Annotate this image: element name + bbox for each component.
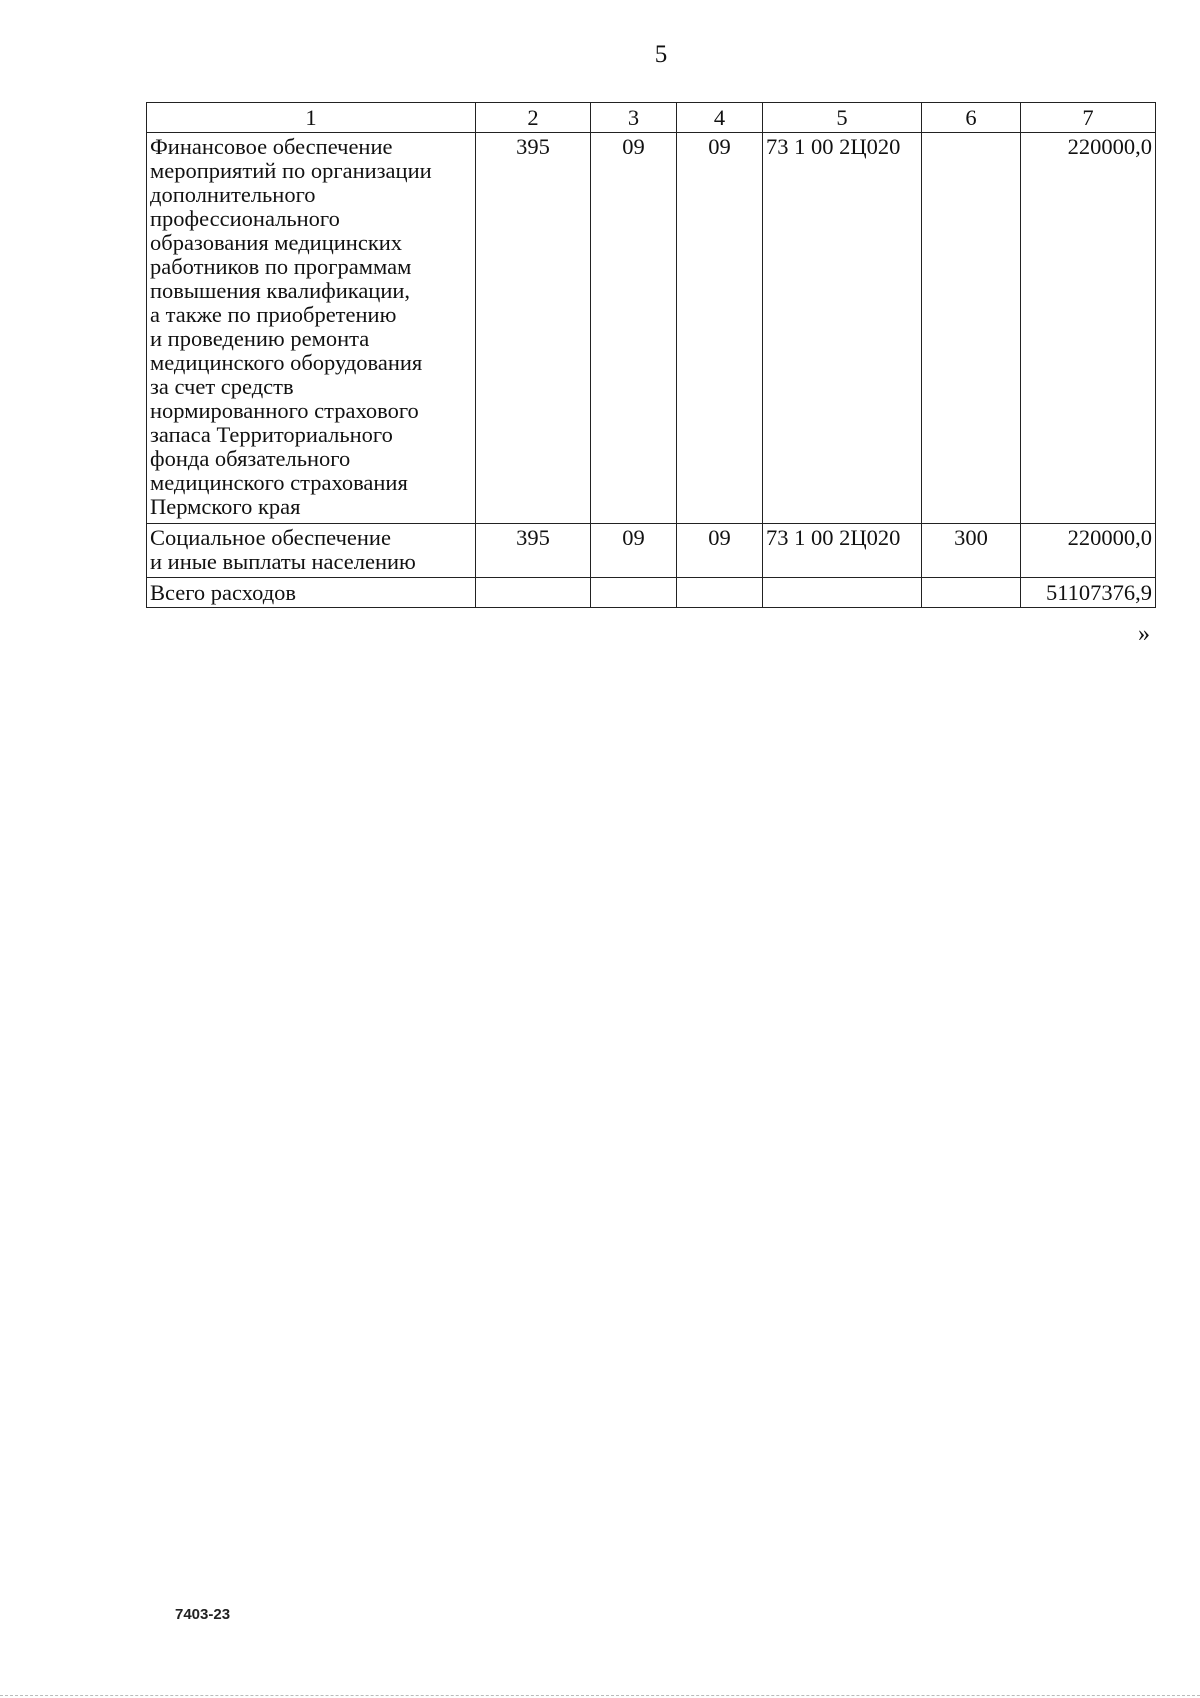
name-line: и иные выплаты населению (150, 549, 416, 574)
empty-cell (922, 578, 1021, 608)
table-header-row (147, 103, 1156, 133)
target-article-cell: 73 1 00 2Ц020 (763, 133, 922, 524)
header-col-5: 5 (763, 103, 922, 133)
table-row (147, 524, 1156, 578)
name-line: за счет средств (150, 374, 294, 399)
name-line: Финансовое обеспечение (150, 134, 393, 159)
scan-edge-line (0, 1695, 1200, 1696)
empty-cell (763, 578, 922, 608)
expense-type-cell: 300 (922, 524, 1021, 578)
amount-cell: 220000,0 (1021, 133, 1156, 524)
header-col-4: 4 (677, 103, 763, 133)
table-row (147, 133, 1156, 524)
name-line: запаса Территориального (150, 422, 393, 447)
empty-cell (591, 578, 677, 608)
target-article-cell: 73 1 00 2Ц020 (763, 524, 922, 578)
admin-code-cell: 395 (476, 133, 591, 524)
name-line: повышения квалификации, (150, 278, 411, 303)
total-amount: 51107376,9 (1021, 578, 1156, 608)
document-code: 7403-23 (175, 1606, 231, 1623)
header-col-7: 7 (1021, 103, 1156, 133)
name-line: Пермского края (150, 494, 301, 519)
row-name-cell (147, 524, 476, 578)
header-col-2: 2 (476, 103, 591, 133)
name-line: медицинского страхования (150, 470, 408, 495)
row-name-cell (147, 133, 476, 524)
name-line: нормированного страхового (150, 398, 419, 423)
name-line: работников по программам (150, 254, 412, 279)
budget-table (146, 102, 1156, 608)
amount-cell: 220000,0 (1021, 524, 1156, 578)
name-line: профессионального (150, 206, 340, 231)
name-line: образования медицинских (150, 230, 403, 255)
name-line: фонда обязательного (150, 446, 351, 471)
admin-code-cell: 395 (476, 524, 591, 578)
name-line: медицинского оборудования (150, 350, 423, 375)
section-cell: 09 (591, 133, 677, 524)
subsection-cell: 09 (677, 524, 763, 578)
name-line: дополнительного (150, 182, 316, 207)
name-line: и проведению ремонта (150, 326, 370, 351)
section-cell: 09 (591, 524, 677, 578)
header-col-6: 6 (922, 103, 1021, 133)
closing-quote: » (1138, 621, 1150, 647)
page-number: 5 (654, 41, 668, 68)
expense-type-cell (922, 133, 1021, 524)
header-col-3: 3 (591, 103, 677, 133)
name-line: а также по приобретению (150, 302, 397, 327)
total-row (147, 578, 1156, 608)
name-line: мероприятий по организации (150, 158, 432, 183)
name-line: Социальное обеспечение (150, 525, 391, 550)
subsection-cell: 09 (677, 133, 763, 524)
empty-cell (476, 578, 591, 608)
header-col-1: 1 (147, 103, 476, 133)
empty-cell (677, 578, 763, 608)
total-label: Всего расходов (147, 578, 476, 608)
